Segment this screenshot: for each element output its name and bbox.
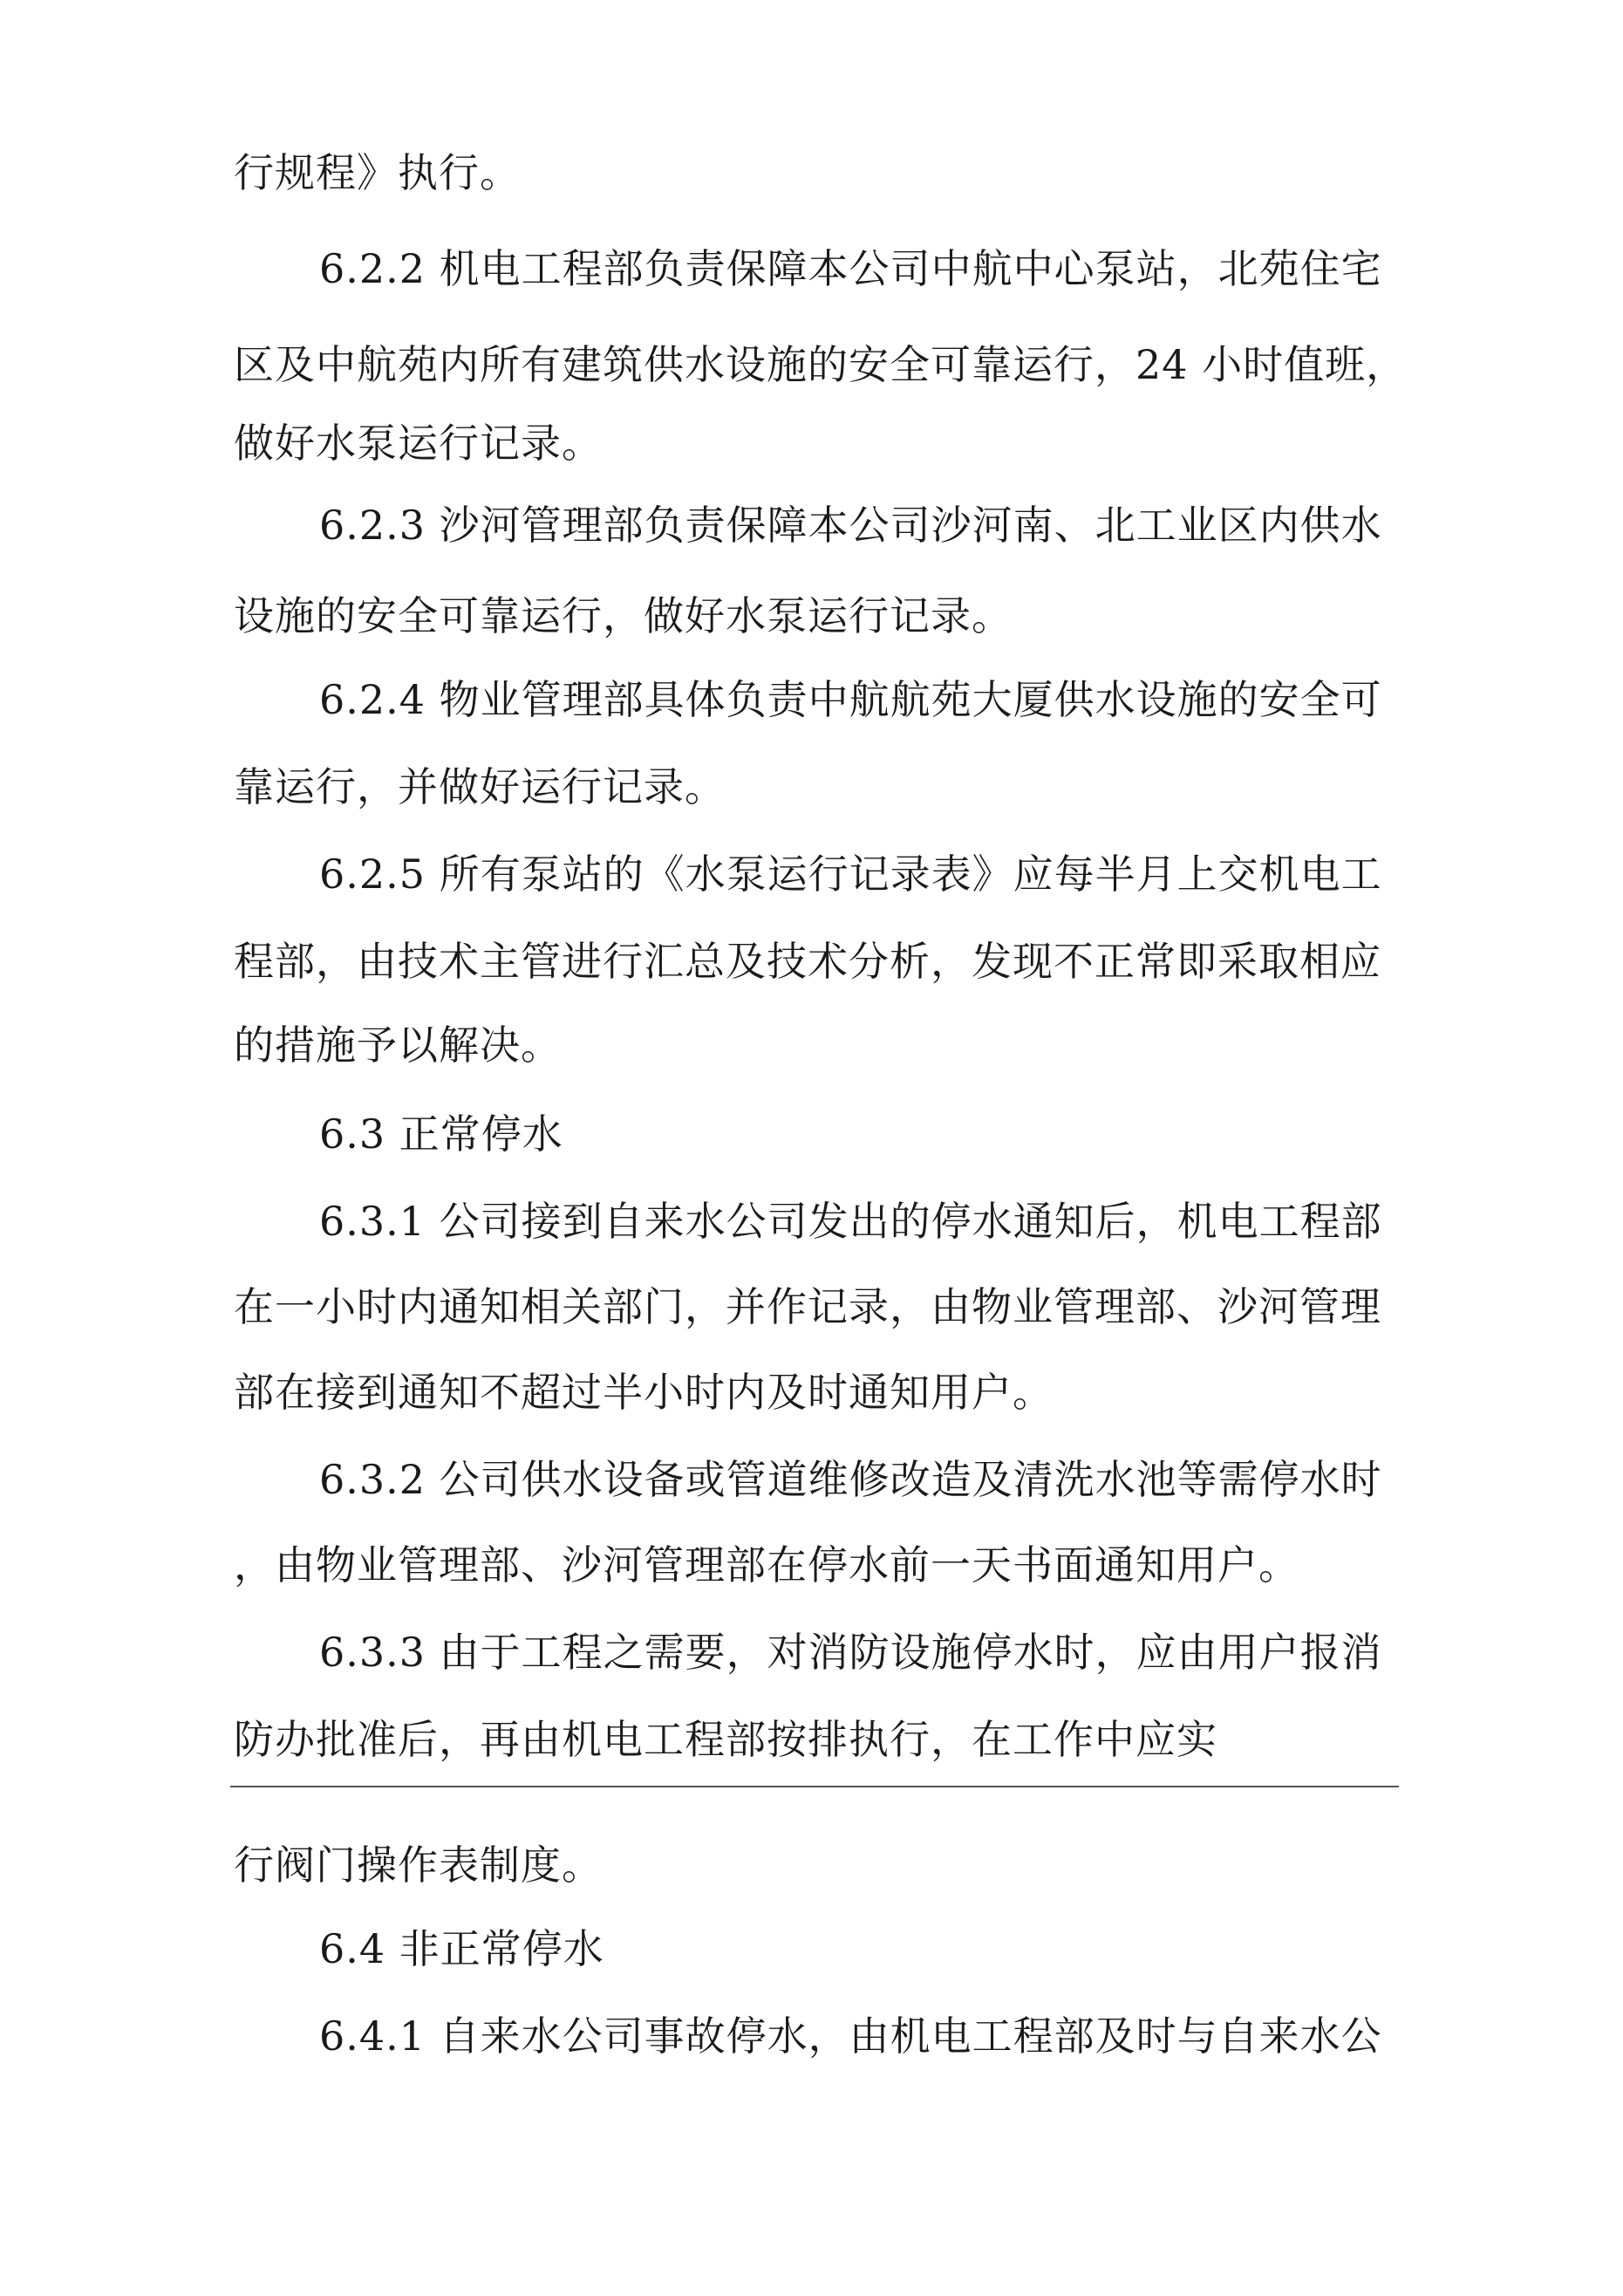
text-line: 在一小时内通知相关部门，并作记录，由物业管理部、沙河管理 — [234, 1283, 1381, 1330]
text-line: 6.3.2 公司供水设备或管道维修改造及清洗水池等需停水时 — [319, 1456, 1382, 1503]
text-line: 区及中航苑内所有建筑供水设施的安全可靠运行，24 小时值班， — [234, 341, 1408, 388]
text-line: 做好水泵运行记录。 — [234, 420, 603, 467]
text-line: 靠运行，并做好运行记录。 — [234, 763, 726, 810]
text-line: 程部，由技术主管进行汇总及技术分析，发现不正常即采取相应 — [234, 938, 1381, 985]
text-line: 6.2.5 所有泵站的《水泵运行记录表》应每半月上交机电工 — [319, 851, 1382, 898]
text-line: 行规程》执行。 — [234, 149, 521, 196]
text-line: 6.3.1 公司接到自来水公司发出的停水通知后，机电工程部 — [319, 1198, 1382, 1245]
text-line: 6.4.1 自来水公司事故停水，由机电工程部及时与自来水公 — [319, 2012, 1382, 2060]
text-line: 设施的安全可靠运行，做好水泵运行记录。 — [234, 592, 1013, 639]
page-break-divider — [230, 1786, 1399, 1787]
text-line: 部在接到通知不超过半小时内及时通知用户。 — [234, 1369, 1054, 1416]
section-heading: 6.4 非正常停水 — [319, 1925, 604, 1972]
text-line: 6.2.2 机电工程部负责保障本公司中航中心泵站，北苑住宅 — [319, 245, 1382, 292]
text-line: 防办批准后，再由机电工程部按排执行，在工作中应实 — [234, 1716, 1217, 1763]
section-heading: 6.3 正常停水 — [319, 1110, 563, 1158]
text-line: 6.2.3 沙河管理部负责保障本公司沙河南、北工业区内供水 — [319, 502, 1382, 549]
text-line: 6.2.4 物业管理部具体负责中航航苑大厦供水设施的安全可 — [319, 676, 1382, 723]
text-line: 的措施予以解决。 — [234, 1022, 562, 1069]
text-line: 行阀门操作表制度。 — [234, 1842, 603, 1889]
text-line: 6.3.3 由于工程之需要，对消防设施停水时，应由用户报消 — [319, 1629, 1382, 1676]
text-line: ，由物业管理部、沙河管理部在停水前一天书面通知用户。 — [234, 1541, 1299, 1589]
